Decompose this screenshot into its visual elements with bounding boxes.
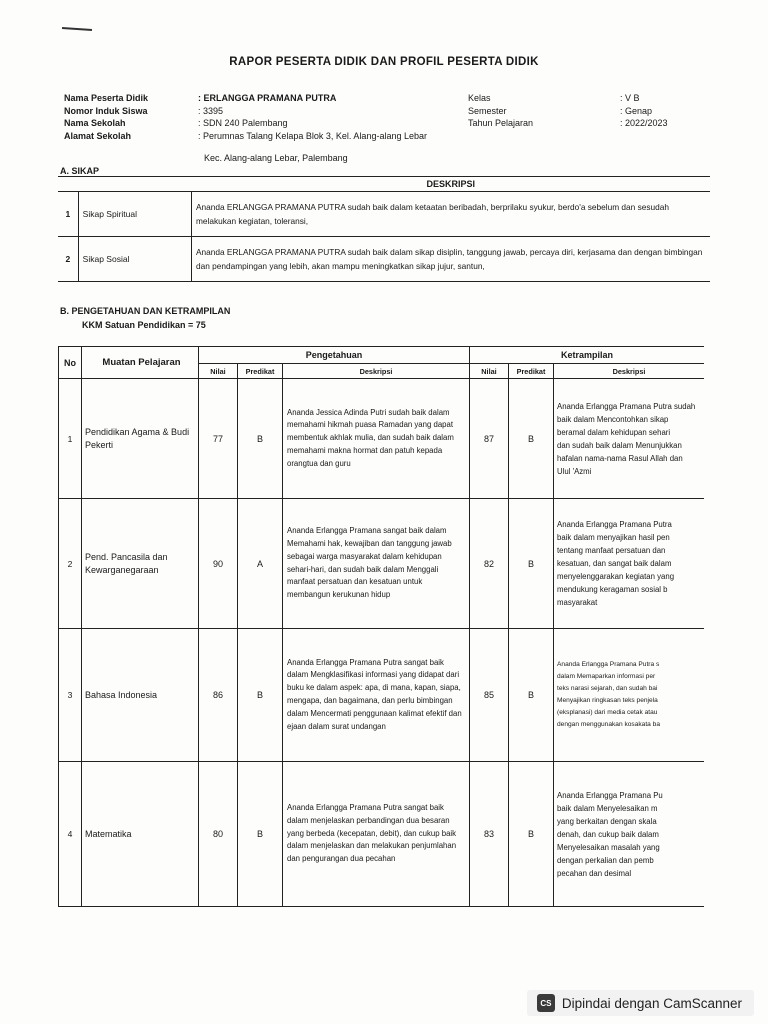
row-k-nilai: 87 bbox=[470, 379, 509, 499]
row-k-desc bbox=[554, 629, 705, 762]
table-row bbox=[59, 379, 705, 499]
grades-table bbox=[58, 346, 704, 907]
row-k-desc bbox=[554, 499, 705, 629]
attitude-row bbox=[58, 192, 710, 237]
row-subject: Pendidikan Agama & Budi Pekerti bbox=[82, 379, 199, 499]
value-school-address: : Perumnas Talang Kelapa Blok 3, Kel. Alang-alang Lebar bbox=[198, 130, 427, 141]
row-no: 1 bbox=[59, 379, 82, 499]
row-p-nilai: 90 bbox=[199, 499, 238, 629]
label-school-address: Alamat Sekolah bbox=[64, 130, 132, 141]
k-desc-line: teks narasi sejarah, dan sudah bai bbox=[557, 685, 658, 692]
table-row bbox=[59, 762, 705, 907]
row-k-predikat: B bbox=[509, 629, 554, 762]
value-semester: : Genap bbox=[620, 105, 653, 116]
header-k-predikat: Predikat bbox=[509, 364, 554, 379]
attitude-table bbox=[58, 176, 710, 282]
header-ketrampilan: Ketrampilan bbox=[470, 347, 705, 364]
row-k-predikat: B bbox=[509, 499, 554, 629]
row-subject: Bahasa Indonesia bbox=[82, 629, 199, 762]
k-desc-line: Ananda Erlangga Pramana Putra bbox=[557, 520, 672, 529]
row-k-nilai: 85 bbox=[470, 629, 509, 762]
row-p-desc: Ananda Erlangga Pramana Putra sangat baik dalam Mengklasifikasi informasi yang didapat dari buku ke dalam aspek: apa, di mana, kapan, siapa, mengapa, dan bagaimana, dan perlu bimbingan dalam Mencermati penggunaan kalimat efektif dan ejaan dalam surat undangan bbox=[283, 629, 470, 762]
row-subject: Pend. Pancasila dan Kewarganegaraan bbox=[82, 499, 199, 629]
row-p-nilai: 77 bbox=[199, 379, 238, 499]
k-desc-line: kesatuan, dan sangat baik dalam bbox=[557, 559, 672, 568]
attitude-aspect: Sikap Sosial bbox=[78, 237, 191, 282]
attitude-desc: Ananda ERLANGGA PRAMANA PUTRA sudah baik dalam sikap disiplin, tanggung jawab, percaya diri, kerjasama dan dengan bimbingan dan pendampingan yang lebih, akan mampu meningkatkan sikap jujur, santun, bbox=[196, 247, 703, 271]
identity-values-right bbox=[620, 92, 668, 130]
table-row bbox=[59, 629, 705, 762]
k-desc-line: denah, dan cukup baik dalam bbox=[557, 829, 659, 839]
header-k-deskripsi: Deskripsi bbox=[554, 364, 705, 379]
row-k-nilai: 82 bbox=[470, 499, 509, 629]
value-class: : V B bbox=[620, 93, 640, 103]
k-desc-line: tentang manfaat persatuan dan bbox=[557, 546, 666, 555]
row-p-predikat: B bbox=[238, 762, 283, 907]
k-desc-line: Ananda Erlangga Pramana Putra sudah bbox=[557, 401, 696, 411]
kkm-label: KKM Satuan Pendidikan = 75 bbox=[82, 320, 206, 330]
value-school-name: : SDN 240 Palembang bbox=[198, 118, 288, 128]
row-p-desc: Ananda Erlangga Pramana Putra sangat baik dalam menjelaskan perbandingan dua besaran yang berbeda (kecepatan, debit), dan cukup baik dalam menjelaskan dan melakukan penjumlahan dan pengurangan dua pecahan bbox=[283, 762, 470, 907]
label-semester: Semester bbox=[468, 105, 507, 116]
header-pengetahuan: Pengetahuan bbox=[199, 347, 470, 364]
row-p-predikat: A bbox=[238, 499, 283, 629]
row-p-predikat: B bbox=[238, 629, 283, 762]
k-desc-line: menyelenggarakan kegiatan yang bbox=[557, 572, 675, 581]
k-desc-line: baik dalam Mencontohkan sikap bbox=[557, 414, 669, 424]
label-student-name: Nama Peserta Didik bbox=[64, 93, 149, 103]
k-desc-line: Menyajikan ringkasan teks penjela bbox=[557, 697, 658, 704]
k-desc-line: mendukung keragaman sosial b bbox=[557, 585, 668, 594]
k-desc-line: Ananda Erlangga Pramana Putra s bbox=[557, 661, 660, 668]
scan-mark bbox=[62, 27, 92, 31]
row-k-predikat: B bbox=[509, 762, 554, 907]
table-row bbox=[59, 499, 705, 629]
section-a-title: A. SIKAP bbox=[60, 166, 100, 176]
k-desc-line: dalam Memaparkan informasi per bbox=[557, 673, 656, 680]
row-p-predikat: B bbox=[238, 379, 283, 499]
identity-labels-left bbox=[64, 92, 148, 142]
header-p-predikat: Predikat bbox=[238, 364, 283, 379]
k-desc-line: baik dalam Menyelesaikan m bbox=[557, 803, 658, 813]
camscanner-icon: CS bbox=[537, 994, 555, 1012]
k-desc-line: beramal dalam kehidupan sehari bbox=[557, 427, 671, 437]
row-k-predikat: B bbox=[509, 379, 554, 499]
row-p-nilai: 86 bbox=[199, 629, 238, 762]
section-b-title: B. PENGETAHUAN DAN KETRAMPILAN bbox=[60, 306, 231, 316]
page-title: RAPOR PESERTA DIDIK DAN PROFIL PESERTA DIDIK bbox=[229, 56, 539, 68]
watermark-text: Dipindai dengan CamScanner bbox=[561, 995, 742, 1011]
identity-labels-right bbox=[468, 92, 533, 130]
header-subject: Muatan Pelajaran bbox=[82, 347, 199, 379]
k-desc-line: pecahan dan desimal bbox=[557, 868, 632, 878]
k-desc-line: hafalan nama-nama Rasul Allah dan bbox=[557, 453, 683, 463]
row-subject: Matematika bbox=[82, 762, 199, 907]
k-desc-line: (eksplanasi) dari media cetak atau bbox=[557, 709, 658, 716]
k-desc-line: Ulul 'Azmi bbox=[557, 466, 592, 476]
header-p-nilai: Nilai bbox=[199, 364, 238, 379]
attitude-desc-header: DESKRIPSI bbox=[192, 177, 711, 192]
row-no: 2 bbox=[59, 499, 82, 629]
school-address-line2: Kec. Alang-alang Lebar, Palembang bbox=[204, 153, 348, 163]
header-k-nilai: Nilai bbox=[470, 364, 509, 379]
row-k-desc bbox=[554, 379, 705, 499]
camscanner-watermark bbox=[527, 990, 754, 1016]
attitude-aspect: Sikap Spiritual bbox=[78, 192, 191, 237]
k-desc-line: baik dalam menyajikan hasil pen bbox=[557, 533, 670, 542]
k-desc-line: Menyelesaikan masalah yang bbox=[557, 842, 660, 852]
row-no: 4 bbox=[59, 762, 82, 907]
k-desc-line: dengan menggunakan kosakata ba bbox=[557, 721, 661, 728]
label-school-name: Nama Sekolah bbox=[64, 118, 126, 128]
label-student-id: Nomor Induk Siswa bbox=[64, 105, 148, 116]
label-class: Kelas bbox=[468, 93, 491, 103]
grades-header-row bbox=[59, 347, 705, 364]
header-no: No bbox=[59, 347, 82, 379]
row-p-nilai: 80 bbox=[199, 762, 238, 907]
k-desc-line: dengan perkalian dan pemb bbox=[557, 855, 654, 865]
row-p-desc: Ananda Erlangga Pramana sangat baik dalam Memahami hak, kewajiban dan tanggung jawab sebagai warga masyarakat dalam kehidupan sehari-hari, dan sudah baik dalam Menggali manfaat persatuan dan kesatuan untuk membangun kerukunan hidup bbox=[283, 499, 470, 629]
k-desc-line: dan sudah baik dalam Menunjukkan bbox=[557, 440, 682, 450]
attitude-no: 2 bbox=[58, 237, 78, 282]
header-p-deskripsi: Deskripsi bbox=[283, 364, 470, 379]
k-desc-line: yang berkaitan dengan skala bbox=[557, 816, 657, 826]
row-no: 3 bbox=[59, 629, 82, 762]
value-student-id: : 3395 bbox=[198, 105, 224, 116]
attitude-header-row bbox=[58, 177, 710, 192]
row-k-desc bbox=[554, 762, 705, 907]
label-school-year: Tahun Pelajaran bbox=[468, 118, 534, 128]
attitude-row bbox=[58, 237, 710, 282]
value-student-name: : ERLANGGA PRAMANA PUTRA bbox=[198, 93, 337, 103]
attitude-desc: Ananda ERLANGGA PRAMANA PUTRA sudah baik dalam ketaatan beribadah, berprilaku syukur, berdo'a sebelum dan sesudah melakukan kegiatan, toleransi, bbox=[196, 202, 669, 226]
attitude-no: 1 bbox=[58, 192, 78, 237]
row-k-nilai: 83 bbox=[470, 762, 509, 907]
row-p-desc: Ananda Jessica Adinda Putri sudah baik dalam memahami hikmah puasa Ramadan yang dapat membentuk akhlak mulia, dan sudah baik dalam memahami makna hormat dan patuh kepada orangtua dan guru bbox=[283, 379, 470, 499]
k-desc-line: masyarakat bbox=[557, 598, 598, 607]
identity-values-left bbox=[198, 92, 427, 142]
value-school-year: : 2022/2023 bbox=[620, 118, 668, 128]
k-desc-line: Ananda Erlangga Pramana Pu bbox=[557, 790, 663, 800]
